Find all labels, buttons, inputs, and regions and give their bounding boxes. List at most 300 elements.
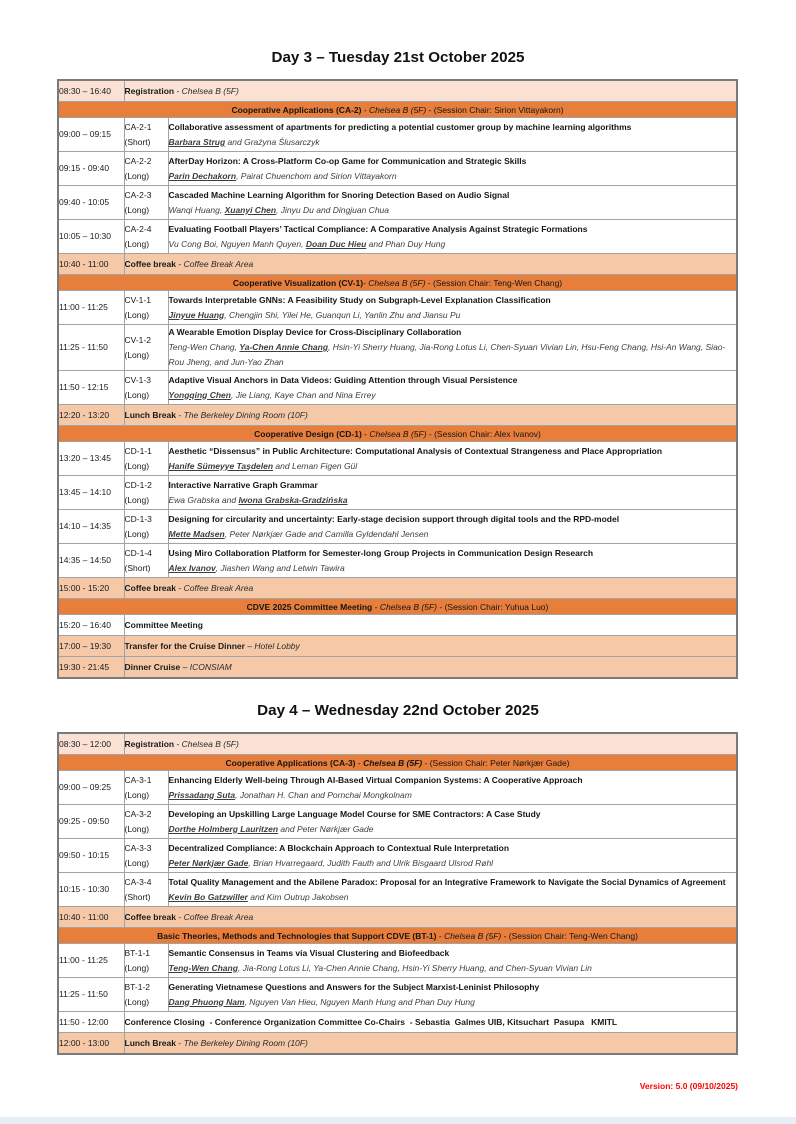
text-segment: Teng-Wen Chang,	[168, 342, 240, 352]
session-header-row	[58, 275, 737, 291]
day-title: Day 3 – Tuesday 21st October 2025	[271, 49, 525, 66]
text-segment: Doan Duc Hieu	[305, 238, 367, 249]
code-cell	[124, 186, 168, 220]
schedule-table	[57, 79, 738, 679]
event-label: Registration	[124, 738, 175, 749]
event-location: Hotel Lobby	[254, 640, 300, 651]
text-segment: Basic Theories, Methods and Technologies that Support CDVE (BT-1)	[157, 930, 437, 941]
code-cell	[124, 371, 168, 405]
time-cell	[58, 476, 124, 510]
time-cell	[58, 442, 124, 476]
time-cell	[58, 636, 124, 657]
session-header-row	[58, 755, 737, 771]
paper-row	[58, 325, 737, 371]
text-segment: -	[426, 428, 435, 439]
schedule-simple-row	[58, 733, 737, 755]
paper-cell	[168, 325, 737, 371]
time-cell	[58, 907, 124, 928]
text-segment: (Session Chair: Teng-Wen Chang)	[433, 277, 563, 288]
paper-authors	[169, 961, 737, 976]
event-cell	[124, 1012, 737, 1033]
paper-code: CD-1-1	[124, 445, 152, 456]
text-segment: Vu Cong Boi, Nguyen Manh Quyen,	[168, 238, 306, 249]
event-cell	[124, 907, 737, 928]
session-header-row	[58, 928, 737, 944]
event-cell	[124, 615, 737, 636]
time-text: 11:00 - 11:25	[59, 302, 108, 312]
day-title: Day 4 – Wednesday 22nd October 2025	[257, 702, 539, 719]
text-segment: Prissadang Suta	[168, 789, 236, 800]
code-cell	[124, 944, 168, 978]
schedule-simple-row	[58, 657, 737, 679]
schedule-simple-row	[58, 907, 737, 928]
time-text: 11:50 - 12:00	[59, 1016, 109, 1027]
text-segment: and Peter Nørkjær Gade	[278, 823, 374, 834]
paper-format: (Long)	[124, 996, 150, 1007]
paper-row	[58, 291, 737, 325]
paper-row	[58, 805, 737, 839]
paper-cell	[168, 186, 737, 220]
paper-authors	[169, 822, 737, 837]
event-label: Coffee break	[124, 911, 176, 922]
paper-authors	[169, 561, 737, 576]
time-text: 08:30 – 12:00	[59, 738, 111, 749]
text-segment: -	[437, 601, 445, 612]
text-segment: , Peter Nørkjær Gade and Camilla Gyldendahl Jensen	[224, 528, 429, 539]
paper-format: (Long)	[124, 238, 150, 249]
text-segment: and Grażyna Ślusarczyk	[225, 136, 320, 147]
code-cell	[124, 291, 168, 325]
text-segment: Wanqi Huang,	[168, 204, 225, 215]
paper-authors	[169, 203, 737, 218]
text-segment: (Session Chair: Teng-Wen Chang)	[508, 930, 638, 941]
paper-title: Total Quality Management and the Abilene Paradox: Proposal for an Integrative Framework to Navigate the Social Dynamics of Agreement	[168, 876, 726, 887]
event-cell	[124, 254, 737, 275]
paper-row	[58, 771, 737, 805]
paper-code: CV-1-1	[124, 294, 151, 305]
paper-authors	[169, 890, 737, 905]
session-header-row	[58, 102, 737, 118]
paper-title: Decentralized Compliance: A Blockchain Approach to Contextual Rule Interpretation	[168, 842, 510, 853]
paper-row	[58, 839, 737, 873]
text-segment: (Session Chair: Alex Ivanov)	[434, 428, 541, 439]
text-segment: Chelsea B (5F)	[444, 930, 502, 941]
time-cell	[58, 944, 124, 978]
text-segment: -	[436, 930, 445, 941]
event-separator: -	[176, 582, 184, 593]
paper-cell	[168, 873, 737, 907]
event-separator: -	[176, 911, 184, 922]
paper-authors	[169, 527, 737, 542]
text-segment: , Jie Liang, Kaye Chan and Nina Errey	[230, 389, 376, 400]
paper-authors	[169, 135, 737, 150]
text-segment: Jinyue Huang	[168, 309, 225, 320]
event-cell	[124, 578, 737, 599]
text-segment: -	[361, 104, 370, 115]
paper-format: (Short)	[124, 562, 151, 573]
time-text: 11:25 - 11:50	[59, 342, 108, 352]
session-header-row	[58, 599, 737, 615]
time-cell	[58, 371, 124, 405]
code-cell	[124, 805, 168, 839]
event-label: Coffee break	[124, 582, 176, 593]
time-cell	[58, 771, 124, 805]
text-segment: Yongqing Chen	[168, 389, 231, 400]
day-4-section	[0, 702, 796, 1055]
paper-code: CA-3-1	[124, 774, 152, 785]
paper-code: CA-3-2	[124, 808, 152, 819]
paper-authors	[169, 856, 737, 871]
schedule-body	[58, 733, 737, 1054]
time-text: 17:00 – 19:30	[59, 640, 111, 651]
code-cell	[124, 771, 168, 805]
time-text: 10:40 - 11:00	[59, 911, 109, 922]
event-cell	[124, 405, 737, 426]
time-text: 10:05 – 10:30	[59, 231, 111, 241]
code-cell	[124, 476, 168, 510]
schedule-body	[58, 80, 737, 678]
code-cell	[124, 220, 168, 254]
event-location: Coffee Break Area	[183, 258, 254, 269]
text-segment: Peter Nørkjær Gade	[168, 857, 249, 868]
text-segment: -	[361, 428, 370, 439]
time-text: 08:30 – 16:40	[59, 85, 111, 96]
text-segment: Iwona Grabska-Gradzińska	[238, 494, 348, 505]
paper-title: Evaluating Football Players’ Tactical Compliance: A Comparative Analysis Against Strategic Formations	[168, 223, 588, 234]
time-cell	[58, 978, 124, 1012]
paper-format: (Short)	[124, 891, 151, 902]
time-cell	[58, 325, 124, 371]
text-segment: and Leman Figen Gül	[273, 460, 358, 471]
text-segment: , Jiashen Wang and Letwin Tawira	[215, 562, 345, 573]
event-location: Chelsea B (5F)	[181, 85, 239, 96]
paper-format: (Long)	[124, 962, 150, 973]
code-cell	[124, 325, 168, 371]
text-segment: -	[422, 757, 430, 768]
event-separator: -	[176, 1037, 184, 1048]
paper-row	[58, 944, 737, 978]
time-cell	[58, 254, 124, 275]
code-cell	[124, 544, 168, 578]
paper-title: A Wearable Emotion Display Device for Cross-Disciplinary Collaboration	[168, 327, 462, 337]
paper-code: CA-2-3	[124, 189, 152, 200]
paper-title: Aesthetic “Dissensus” in Public Architecture: Computational Analysis of Contextual Strangeness and Place Appropriation	[168, 445, 663, 456]
paper-row	[58, 371, 737, 405]
time-text: 14:10 – 14:35	[59, 521, 111, 531]
time-text: 10:15 - 10:30	[59, 884, 110, 894]
time-text: 12:20 - 13:20	[59, 409, 110, 420]
time-cell	[58, 839, 124, 873]
paper-title: Collaborative assessment of apartments for predicting a potential customer group by machine learning algorithms	[168, 121, 632, 132]
text-segment: Alex Ivanov	[168, 562, 216, 573]
text-segment: Cooperative Applications (CA-3)	[225, 757, 356, 768]
time-text: 14:35 – 14:50	[59, 555, 111, 565]
paper-code: CA-2-1	[124, 121, 152, 132]
paper-code: CD-1-2	[124, 479, 152, 490]
paper-cell	[168, 476, 737, 510]
time-cell	[58, 733, 124, 755]
paper-cell	[168, 771, 737, 805]
paper-cell	[168, 805, 737, 839]
text-segment: , Brian Hvarregaard, Judith Fauth and Ulrik Bisgaard Ulsrod Røhl	[248, 857, 494, 868]
paper-code: CV-1-3	[124, 374, 151, 385]
text-segment: Kevin Bo Gatzwiller	[168, 891, 248, 902]
time-cell	[58, 544, 124, 578]
text-segment: -	[372, 601, 380, 612]
event-cell	[124, 657, 737, 679]
text-segment: Teng-Wen Chang	[168, 962, 238, 973]
time-cell	[58, 152, 124, 186]
paper-format: (Long)	[124, 204, 150, 215]
text-segment: -	[363, 277, 369, 288]
event-cell	[124, 733, 737, 755]
time-text: 09:50 - 10:15	[59, 850, 110, 860]
schedule-simple-row	[58, 1012, 737, 1033]
paper-cell	[168, 944, 737, 978]
paper-title: Designing for circularity and uncertainty: Early-stage decision support through digital tools and the RPD-model	[168, 513, 620, 524]
session-header-cell	[58, 755, 737, 771]
event-label: Lunch Break	[124, 1037, 176, 1048]
paper-format: (Long)	[124, 494, 150, 505]
event-cell	[124, 1033, 737, 1055]
time-cell	[58, 873, 124, 907]
text-segment: , Jonathan H. Chan and Pornchai Mongkolnam	[235, 789, 412, 800]
paper-row	[58, 476, 737, 510]
event-cell	[124, 636, 737, 657]
text-segment: Cooperative Design (CD-1)	[254, 428, 362, 439]
paper-cell	[168, 839, 737, 873]
paper-cell	[168, 442, 737, 476]
bottom-edge-strip	[0, 1117, 796, 1124]
code-cell	[124, 978, 168, 1012]
paper-code: CV-1-2	[124, 334, 151, 345]
paper-title: Interactive Narrative Graph Grammar	[168, 479, 318, 490]
event-label: Registration	[124, 85, 175, 96]
paper-format: (Long)	[124, 349, 150, 360]
schedule-simple-row	[58, 80, 737, 102]
time-text: 11:25 - 11:50	[59, 989, 108, 999]
text-segment: -	[426, 104, 434, 115]
paper-code: CD-1-4	[124, 547, 152, 558]
text-segment: and Phan Duy Hung	[366, 238, 446, 249]
event-separator: -	[174, 85, 182, 96]
paper-cell	[168, 220, 737, 254]
paper-title: Adaptive Visual Anchors in Data Videos: Guiding Attention through Visual Persistence	[168, 374, 518, 385]
event-location: Coffee Break Area	[183, 911, 254, 922]
event-label: Transfer for the Cruise Dinner	[124, 640, 245, 651]
paper-cell	[168, 152, 737, 186]
paper-title: Towards Interpretable GNNs: A Feasibility Study on Subgraph-Level Explanation Classification	[168, 294, 551, 305]
text-segment: , Chengjin Shi, Yilei He, Guanqun Li, Yanlin Zhu and Jiansu Pu	[224, 309, 461, 320]
text-segment: , Jinyu Du and Dingjuan Chua	[276, 204, 389, 215]
time-cell	[58, 510, 124, 544]
event-location: The Berkeley Dining Room (10F)	[183, 409, 308, 420]
event-location: ICONSIAM	[189, 661, 232, 672]
text-segment: Ewa Grabska and	[168, 494, 239, 505]
text-segment: (Session Chair: Yuhua Luo)	[444, 601, 549, 612]
text-segment: Xuanyi Chen	[224, 204, 277, 215]
paper-cell	[168, 978, 737, 1012]
paper-row	[58, 220, 737, 254]
time-cell	[58, 805, 124, 839]
paper-cell	[168, 291, 737, 325]
schedule-simple-row	[58, 578, 737, 599]
text-segment: Chelsea B (5F)	[369, 104, 427, 115]
time-text: 09:25 - 09:50	[59, 816, 110, 826]
text-segment: Dorthe Holmberg Lauritzen	[168, 823, 279, 834]
event-label: Coffee break	[124, 258, 176, 269]
text-segment: Ya-Chen Annie Chang	[239, 342, 329, 352]
paper-cell	[168, 544, 737, 578]
event-label: Committee Meeting	[124, 619, 203, 630]
time-text: 10:40 - 11:00	[59, 258, 109, 269]
time-cell	[58, 1033, 124, 1055]
schedule-simple-row	[58, 405, 737, 426]
text-segment: -	[355, 757, 364, 768]
time-text: 13:45 – 14:10	[59, 487, 111, 497]
text-segment: Chelsea B (5F)	[368, 277, 426, 288]
schedule-simple-row	[58, 254, 737, 275]
paper-cell	[168, 510, 737, 544]
time-text: 09:00 – 09:25	[59, 782, 111, 792]
text-segment: Cooperative Visualization (CV-1)	[232, 277, 364, 288]
event-separator: –	[244, 640, 255, 651]
paper-code: CA-2-2	[124, 155, 152, 166]
event-location: Coffee Break Area	[183, 582, 254, 593]
paper-authors	[169, 308, 737, 323]
text-segment: CDVE 2025 Committee Meeting	[246, 601, 373, 612]
time-cell	[58, 118, 124, 152]
text-segment: Chelsea B (5F)	[363, 757, 423, 768]
time-cell	[58, 615, 124, 636]
paper-authors	[169, 237, 737, 252]
event-label: Lunch Break	[124, 409, 176, 420]
paper-code: CD-1-3	[124, 513, 152, 524]
paper-title: Generating Vietnamese Questions and Answers for the Subject Marxist-Leninist Philosophy	[168, 981, 540, 992]
text-segment: Chelsea B (5F)	[369, 428, 427, 439]
paper-row	[58, 186, 737, 220]
paper-format: (Long)	[124, 389, 150, 400]
time-cell	[58, 291, 124, 325]
time-text: 09:15 - 09:40	[59, 163, 110, 173]
text-segment: and Kim Outrup Jakobsen	[247, 891, 349, 902]
paper-title: Enhancing Elderly Well-being Through AI-Based Virtual Companion Systems: A Cooperative Approach	[168, 774, 583, 785]
time-text: 09:00 – 09:15	[59, 129, 111, 139]
schedule-table	[57, 732, 738, 1055]
event-separator: -	[176, 409, 184, 420]
session-header-cell	[58, 599, 737, 615]
text-segment: , Nguyen Van Hieu, Nguyen Manh Hung and Phan Duy Hung	[244, 996, 475, 1007]
time-text: 15:00 - 15:20	[59, 582, 110, 593]
day-3-section	[0, 49, 796, 679]
paper-format: (Long)	[124, 460, 150, 471]
schedule-simple-row	[58, 615, 737, 636]
time-cell	[58, 220, 124, 254]
event-separator: -	[176, 258, 184, 269]
paper-format: (Short)	[124, 136, 151, 147]
paper-code: BT-1-1	[124, 947, 151, 958]
paper-row	[58, 510, 737, 544]
code-cell	[124, 118, 168, 152]
paper-title: Cascaded Machine Learning Algorithm for Snoring Detection Based on Audio Signal	[168, 189, 510, 200]
time-cell	[58, 657, 124, 679]
paper-title: Using Miro Collaboration Platform for Semester-long Group Projects in Communication Design Research	[168, 547, 594, 558]
paper-authors	[169, 340, 737, 370]
paper-authors	[169, 995, 737, 1010]
session-header-cell	[58, 102, 737, 118]
paper-format: (Long)	[124, 857, 150, 868]
time-cell	[58, 578, 124, 599]
text-segment: Mette Madsen	[168, 528, 225, 539]
paper-code: BT-1-2	[124, 981, 151, 992]
paper-cell	[168, 118, 737, 152]
text-segment: Chelsea B (5F)	[379, 601, 437, 612]
schedule-simple-row	[58, 1033, 737, 1055]
time-text: 11:50 - 12:15	[59, 382, 109, 392]
text-segment: -	[501, 930, 509, 941]
time-text: 19:30 - 21:45	[59, 661, 110, 672]
text-segment: Hanife Sümeyye Taşdelen	[168, 460, 274, 471]
text-segment: , Pairat Chuenchom and Sirion Vittayakorn	[236, 170, 397, 181]
paper-code: CA-3-4	[124, 876, 152, 887]
event-separator: –	[180, 661, 190, 672]
session-header-cell	[58, 275, 737, 291]
paper-row	[58, 544, 737, 578]
code-cell	[124, 442, 168, 476]
time-cell	[58, 1012, 124, 1033]
paper-row	[58, 442, 737, 476]
paper-code: CA-2-4	[124, 223, 152, 234]
paper-format: (Long)	[124, 170, 150, 181]
session-header-cell	[58, 928, 737, 944]
event-separator: -	[174, 738, 182, 749]
paper-title: Developing an Upskilling Large Language Model Course for SME Contractors: A Case Study	[168, 808, 541, 819]
paper-cell	[168, 371, 737, 405]
code-cell	[124, 839, 168, 873]
event-label: Conference Closing - Conference Organization Committee Co-Chairs - Sebastia Galmes UIB, Kitsuchart Pasupa KMITL	[124, 1016, 618, 1027]
version-note: Version: 5.0 (09/10/2025)	[639, 1081, 738, 1091]
time-cell	[58, 405, 124, 426]
paper-format: (Long)	[124, 309, 150, 320]
paper-authors	[169, 388, 737, 403]
time-cell	[58, 80, 124, 102]
code-cell	[124, 873, 168, 907]
text-segment: Parin Dechakorn	[168, 170, 237, 181]
paper-title: AfterDay Horizon: A Cross-Platform Co-op Game for Communication and Strategic Skills	[168, 155, 527, 166]
time-cell	[58, 186, 124, 220]
session-header-row	[58, 426, 737, 442]
code-cell	[124, 510, 168, 544]
schedule-simple-row	[58, 636, 737, 657]
paper-title: Semantic Consensus in Teams via Visual Clustering and Biofeedback	[168, 947, 450, 958]
text-segment: Dang Phuong Nam	[168, 996, 245, 1007]
paper-format: (Long)	[124, 528, 150, 539]
time-text: 15:20 – 16:40	[59, 619, 111, 630]
paper-authors	[169, 788, 737, 803]
text-segment: (Session Chair: Sirion Vittayakorn)	[433, 104, 564, 115]
paper-authors	[169, 169, 737, 184]
event-label: Dinner Cruise	[124, 661, 181, 672]
paper-format: (Long)	[124, 789, 150, 800]
time-text: 09:40 - 10:05	[59, 197, 110, 207]
time-text: 12:00 - 13:00	[59, 1037, 110, 1048]
paper-row	[58, 152, 737, 186]
text-segment: -	[425, 277, 433, 288]
paper-format: (Long)	[124, 823, 150, 834]
code-cell	[124, 152, 168, 186]
text-segment: , Hsin-Yi Sherry Huang, Jia-Rong Lotus Li, Chen-Syuan Vivian Lin, Hsu-Feng Chang, Hsi-An Wang, Siao-Rou Jheng, and Jun-Yao Zhan	[168, 342, 726, 367]
time-text: 13:20 – 13:45	[59, 453, 111, 463]
